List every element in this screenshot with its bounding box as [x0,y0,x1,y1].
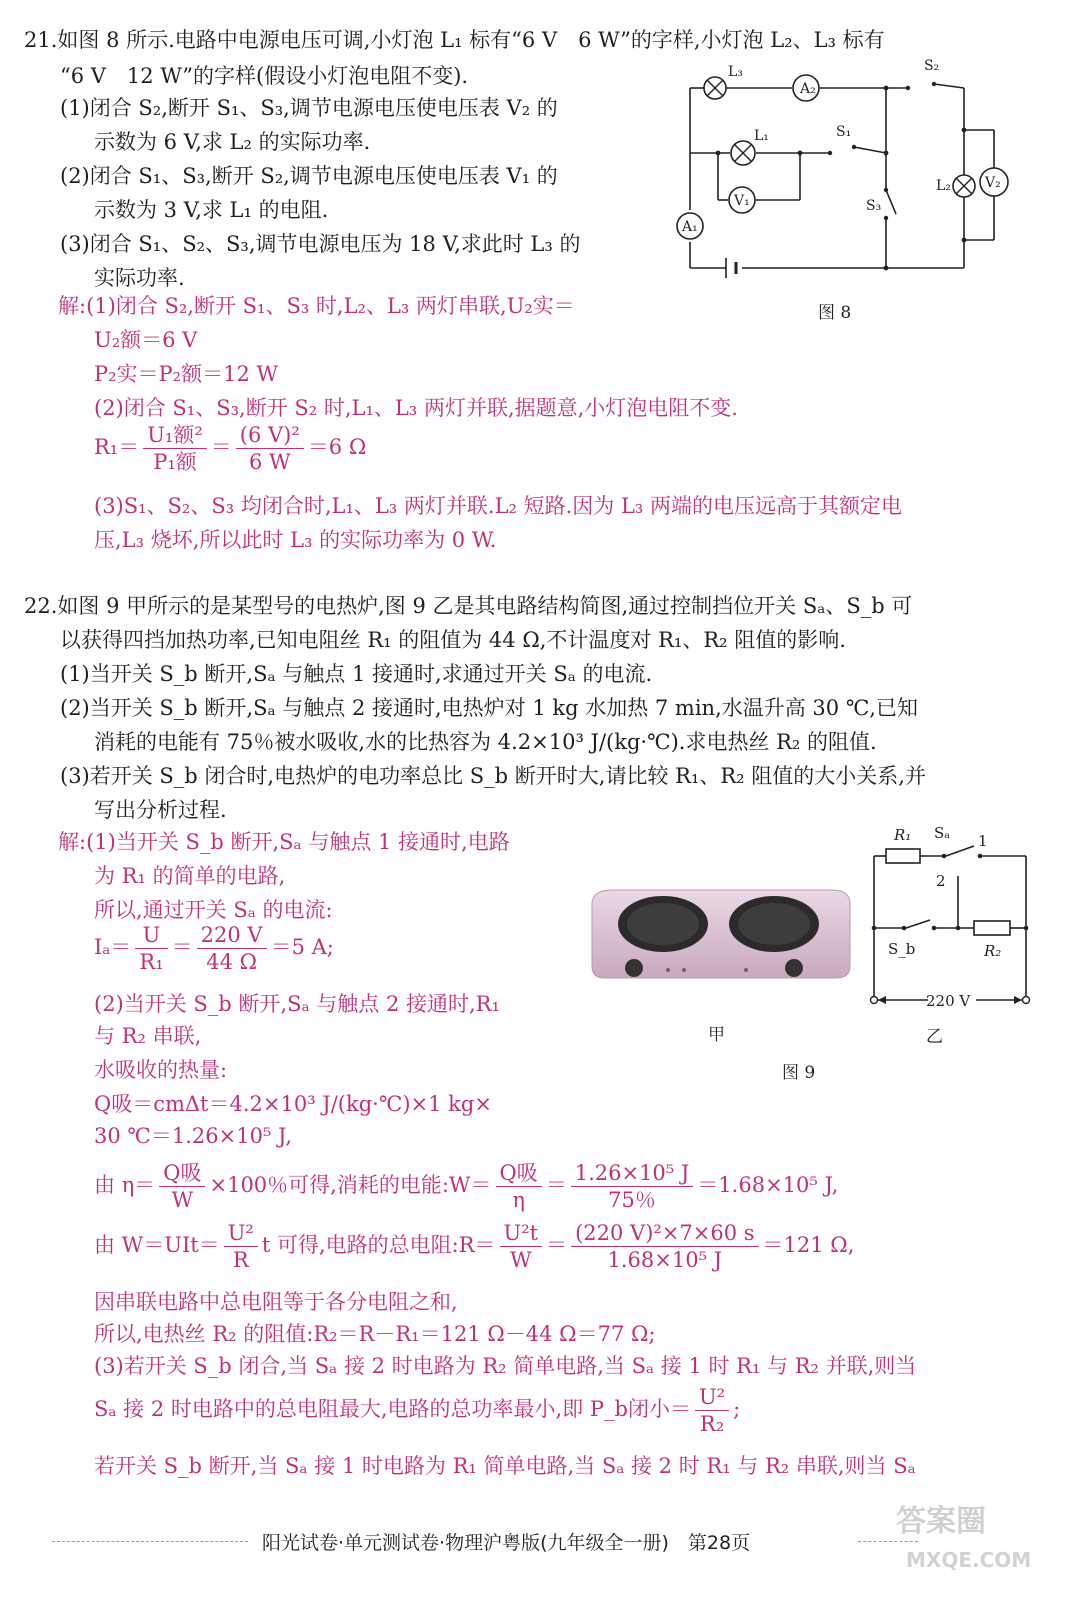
q21-solution-3a: (3)S₁、S₂、S₃ 均闭合时,L₁、L₃ 两灯并联.L₂ 短路.因为 L₃ 两端的电压远高于其额定电 [94,494,903,518]
q22-solution-1c: 所以,通过开关 Sₐ 的电流: [94,898,333,922]
label-A1: A₁ [682,219,698,235]
q22-solution-2h: 因串联电路中总电阻等于各分电阻之和, [94,1290,458,1314]
q22-solution-2e: 30 ℃＝1.26×10⁵ J, [94,1124,292,1148]
q21-solution-1b: U₂额＝6 V [94,328,198,352]
q22-title-line1: 22.如图 9 甲所示的是某型号的电热炉,图 9 乙是其电路结构简图,通过控制挡位开关 Sₐ、S_b 可 [24,594,913,618]
q21-solution-1a: 解:(1)闭合 S₂,断开 S₁、S₃ 时,L₂、L₃ 两灯串联,U₂实＝ [58,294,575,318]
watermark-url: MXQE.COM [906,1548,1032,1572]
q22-part2-line2: 消耗的电能有 75％被水吸收,水的比热容为 4.2×10³ J/(kg·℃).求电热丝 R₂ 的阻值. [94,730,877,754]
q22-title-line2: 以获得四挡加热功率,已知电阻丝 R₁ 的阻值为 44 Ω,不计温度对 R₁、R₂ 阻值的影响. [60,628,846,652]
label-contact-1: 1 [978,832,988,850]
label-V2: V₂ [985,175,1001,191]
label-S2: S₂ [924,58,940,74]
watermark-logo: 答案圈 [896,1504,986,1539]
q21-part3-line1: (3)闭合 S₁、S₂、S₃,调节电源电压为 18 V,求此时 L₃ 的 [60,232,581,256]
footer-rule-left [52,1541,248,1542]
label-V1: V₁ [734,193,750,209]
q21-part2-line1: (2)闭合 S₁、S₃,断开 S₂,调节电源电压使电压表 V₁ 的 [60,164,558,188]
q21-part2-line2: 示数为 3 V,求 L₁ 的电阻. [94,198,329,222]
q22-part3-line1: (3)若开关 S_b 闭合时,电热炉的电功率总比 S_b 断开时大,请比较 R₁、R₂ 阻值的大小关系,并 [60,764,926,788]
figure-9-jia-label: 甲 [708,1025,725,1045]
label-contact-2: 2 [936,872,946,890]
figure-9-yi-label: 乙 [926,1027,943,1047]
q22-solution-1a: 解:(1)当开关 S_b 断开,Sₐ 与触点 1 接通时,电路 [58,830,510,854]
q22-solution-2c: 水吸收的热量: [94,1058,228,1082]
q21-title-line1: 21.如图 8 所示.电路中电源电压可调,小灯泡 L₁ 标有“6 V 6 W”的字样,小灯泡 L₂、L₃ 标有 [24,28,885,52]
label-Sa: Sₐ [934,824,951,842]
q21-solution-3b: 压,L₃ 烧坏,所以此时 L₃ 的实际功率为 0 W. [94,528,497,552]
figure-9-caption: 图 9 [782,1063,816,1083]
label-L3: L₃ [728,64,743,80]
q22-solution-2b: 与 R₂ 串联, [94,1024,202,1048]
q22-solution-2a: (2)当开关 S_b 断开,Sₐ 与触点 2 接通时,R₁ [94,992,500,1016]
stove-knob-left [625,959,643,977]
footer-text: 阳光试卷·单元测试卷·物理沪粤版(九年级全一册) 第28页 [262,1532,751,1554]
q22-solution-2f: 由 η＝ $\frac{\text{Q吸}}{W}$ ×100％可得,消耗的电能:W＝ $\frac{\text{Q吸}}{\eta}$ ＝ $\frac{\text{1.26×10⁵ J}}{75\%}$ ＝1.68×10⁵ J, [94,1161,839,1212]
q22-solution-3c: 若开关 S_b 断开,当 Sₐ 接 1 时电路为 R₁ 简单电路,当 Sₐ 接 2 时 R₁ 与 R₂ 串联,则当 Sₐ [94,1454,916,1478]
q22-solution-2i: 所以,电热丝 R₂ 的阻值:R₂＝R－R₁＝121 Ω－44 Ω＝77 Ω; [94,1322,656,1346]
q21-solution-1c: P₂实＝P₂额＝12 W [94,362,279,386]
q22-part2-line1: (2)当开关 S_b 断开,Sₐ 与触点 2 接通时,电热炉对 1 kg 水加热 7 min,水温升高 30 ℃,已知 [60,696,918,720]
figure-9-stove-photo [588,888,854,984]
q21-part3-line2: 实际功率. [94,266,185,290]
q21-part1-line2: 示数为 6 V,求 L₂ 的实际功率. [94,130,371,154]
label-R1: R₁ [894,826,912,844]
q21-solution-2a: (2)闭合 S₁、S₃,断开 S₂ 时,L₁、L₃ 两灯并联,据题意,小灯泡电阻不变. [94,396,738,420]
q22-solution-1d: Iₐ＝ $\frac{U}{\text{R₁}}$ ＝ $\frac{220 V}{44 \Omega}$ ＝5 A; [94,923,334,974]
q22-solution-3a: (3)若开关 S_b 闭合,当 Sₐ 接 2 时电路为 R₂ 简单电路,当 Sₐ 接 1 时 R₁ 与 R₂ 并联,则当 [94,1354,917,1378]
label-Sb: S_b [888,940,916,958]
figure-8-circuit [660,50,1040,290]
label-L2: L₂ [936,178,951,194]
stove-knob-right [785,959,803,977]
q21-part1-line1: (1)闭合 S₂,断开 S₁、S₃,调节电源电压使电压表 V₂ 的 [60,96,558,120]
q21-solution-2b: R₁＝ $\frac{\text{U₁额²}}{\text{P₁额}}$ ＝ $\frac{\text{(6 V)²}}{6 W}$ ＝6 Ω [94,423,367,474]
label-S1: S₁ [836,124,852,140]
label-220V: 220 V [926,992,971,1010]
q22-part1: (1)当开关 S_b 断开,Sₐ 与触点 1 接通时,求通过开关 Sₐ 的电流. [60,662,653,686]
q21-title-line2: “6 V 12 W”的字样(假设小灯泡电阻不变). [60,64,469,88]
figure-9-circuit [862,816,1042,1024]
label-R2: R₂ [984,942,1002,960]
figure-8-caption: 图 8 [818,303,852,323]
q22-solution-2g: 由 W＝UIt＝ $\frac{\text{U²}}{R}$ t 可得,电路的总电阻:R＝ $\frac{\text{U²t}}{W}$ ＝ $\frac{\text{(220 V)²×7×60 s}}{\text{1.68×10⁵ J}}$ ＝121 Ω, [94,1221,855,1272]
label-L1: L₁ [754,128,769,144]
footer-rule-right [858,1541,918,1542]
q22-solution-3b: Sₐ 接 2 时电路中的总电阻最大,电路的总功率最小,即 P_b闭小＝ $\frac{\text{U²}}{\text{R₂}}$ ; [94,1385,741,1436]
label-A2: A₂ [800,81,816,97]
q22-solution-1b: 为 R₁ 的简单的电路, [94,864,286,888]
q22-solution-2d: Q吸＝cmΔt＝4.2×10³ J/(kg·℃)×1 kg× [94,1092,492,1116]
q22-part3-line2: 写出分析过程. [94,798,227,822]
label-S3: S₃ [866,198,882,214]
